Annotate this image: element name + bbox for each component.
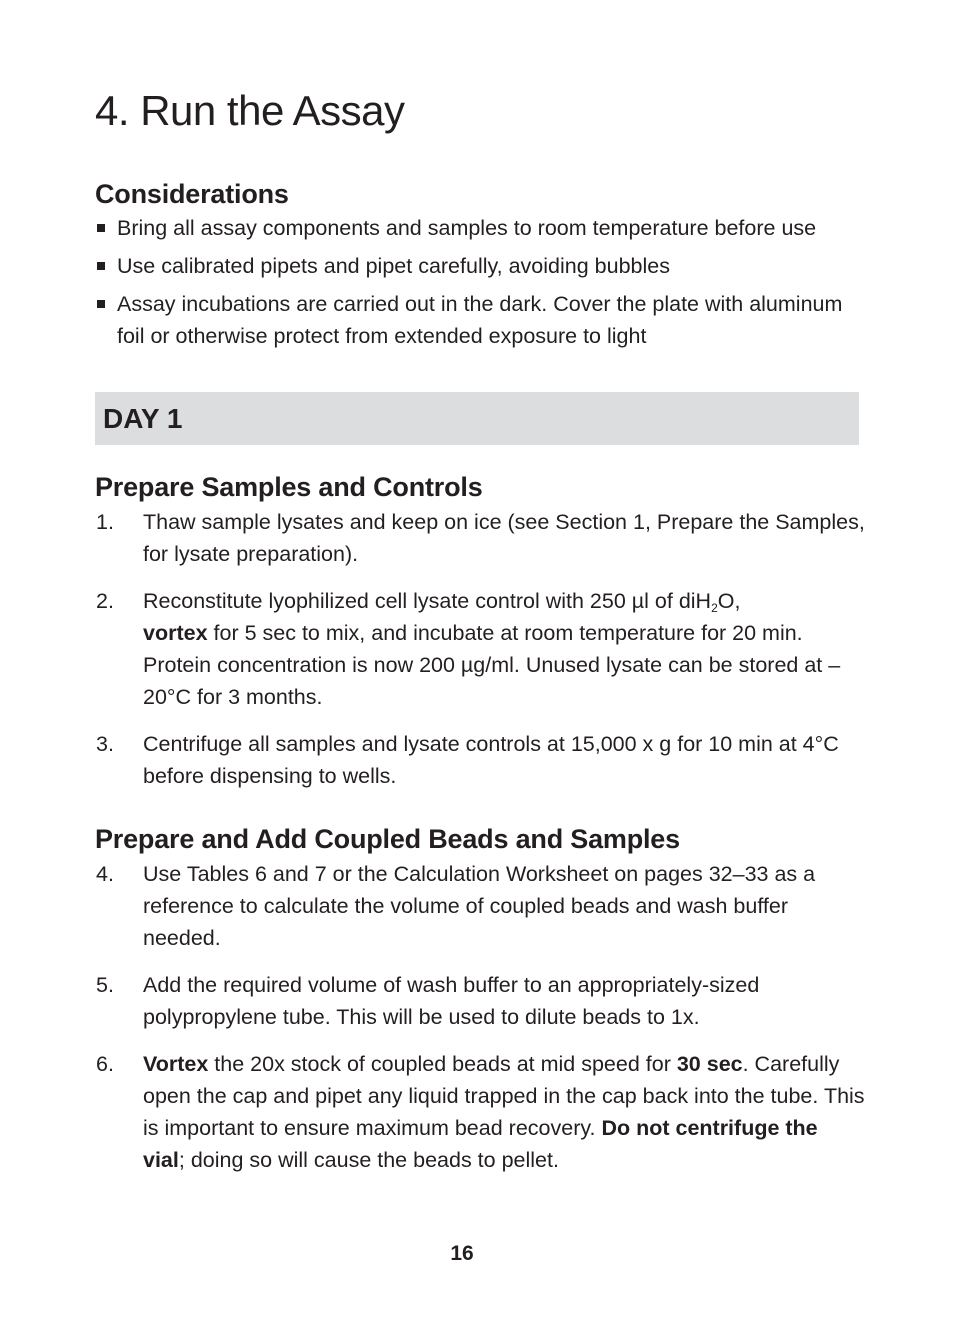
- step-item: [95, 969, 865, 1033]
- step-text: O,: [717, 589, 741, 613]
- day-banner: [95, 392, 859, 445]
- page-number: 16: [450, 1242, 474, 1265]
- day-label: DAY 1: [103, 403, 183, 434]
- page-title: 4. Run the Assay: [95, 87, 405, 134]
- step-text: for 5 sec to mix, and incubate at room temperature for 20 min. Protein concentration is now 200 µg/ml. Unused lysate can be stored at –20°C for 3 months.: [143, 621, 841, 709]
- bold-text: Do not centrifuge the vial: [143, 1116, 818, 1172]
- step-item: [95, 728, 865, 792]
- step-text: Use Tables 6 and 7 or the Calculation Worksheet on pages 32–33 as a reference to calculate the volume of coupled beads and wash buffer needed.: [143, 862, 816, 950]
- steps-list-samples: [95, 506, 865, 807]
- square-bullet-icon: [97, 300, 105, 308]
- step-number: 5.: [96, 973, 114, 997]
- step-item: [95, 1048, 865, 1176]
- list-item: [95, 288, 865, 352]
- step-text: ; doing so will cause the beads to pellet.: [178, 1148, 559, 1172]
- step-text: . Carefully open the cap and pipet any liquid trapped in the cap back into the tube. This is important to ensure maximum bead recovery.: [143, 1052, 865, 1140]
- step-number: 6.: [96, 1052, 114, 1076]
- bold-text: Vortex: [143, 1052, 209, 1076]
- considerations-list: [95, 212, 865, 358]
- section-heading-prepare-beads: Prepare and Add Coupled Beads and Samples: [95, 824, 680, 854]
- step-item: [95, 585, 865, 713]
- square-bullet-icon: [97, 262, 105, 270]
- bullet-text: Bring all assay components and samples to room temperature before use: [117, 216, 817, 240]
- step-text: Add the required volume of wash buffer to an appropriately-sized polypropylene tube. This will be used to dilute beads to 1x.: [143, 973, 760, 1029]
- step-number: 2.: [96, 589, 114, 613]
- bold-text: vortex: [143, 621, 208, 645]
- step-number: 4.: [96, 862, 114, 886]
- step-item: [95, 858, 865, 954]
- subscript: 2: [711, 601, 718, 615]
- bullet-text: Assay incubations are carried out in the dark. Cover the plate with aluminum foil or otherwise protect from extended exposure to light: [117, 292, 843, 348]
- steps-list-beads: [95, 858, 865, 1191]
- bullet-text: Use calibrated pipets and pipet carefully, avoiding bubbles: [117, 254, 670, 278]
- step-text: Reconstitute lyophilized cell lysate control with 250 µl of diH: [143, 589, 712, 613]
- step-number: 3.: [96, 732, 114, 756]
- considerations-heading: Considerations: [95, 179, 289, 209]
- step-text: Centrifuge all samples and lysate controls at 15,000 x g for 10 min at 4°C before dispensing to wells.: [143, 732, 839, 788]
- list-item: [95, 212, 865, 244]
- bold-text: 30 sec: [676, 1052, 743, 1076]
- section-heading-prepare-samples: Prepare Samples and Controls: [95, 472, 483, 502]
- step-text: the 20x stock of coupled beads at mid speed for: [208, 1052, 677, 1076]
- step-number: 1.: [96, 510, 114, 534]
- step-item: [95, 506, 865, 570]
- step-text: Thaw sample lysates and keep on ice (see Section 1, Prepare the Samples, for lysate preparation).: [143, 510, 865, 566]
- square-bullet-icon: [97, 224, 105, 232]
- list-item: [95, 250, 865, 282]
